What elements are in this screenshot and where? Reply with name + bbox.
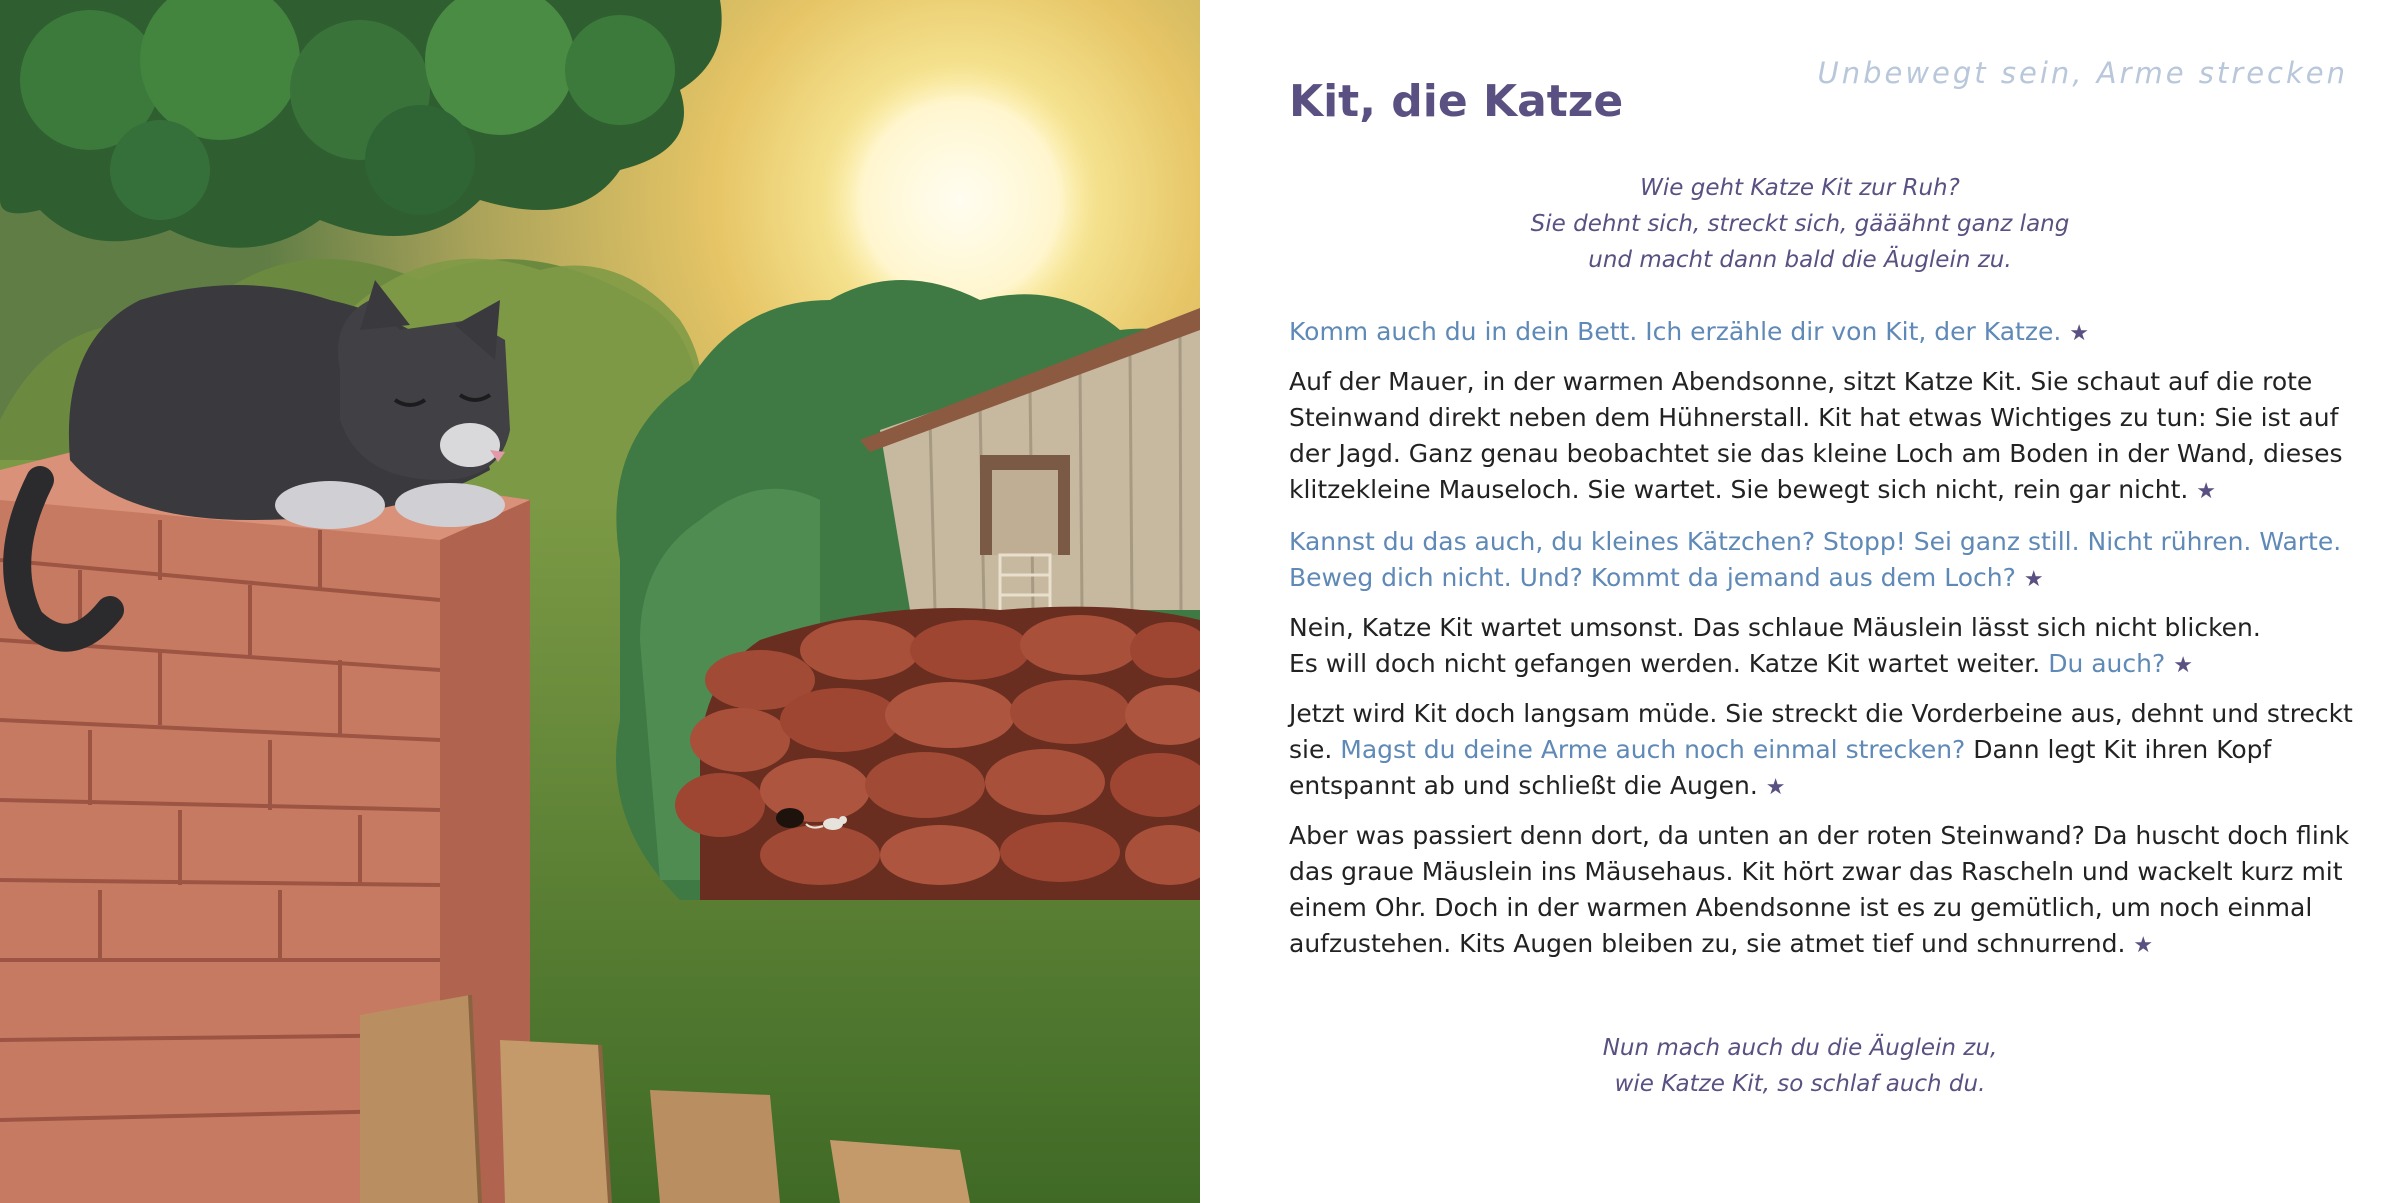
paragraph-line: das graue Mäuslein ins Mäusehaus. Kit hört zwar das Rascheln und wackelt kurz mit: [1289, 857, 2343, 886]
paragraph-line: Nein, Katze Kit wartet umsonst. Das schlaue Mäuslein lässt sich nicht blicken.: [1289, 613, 2261, 642]
closing-verse: [1200, 1030, 2400, 1102]
paragraph-line: Auf der Mauer, in der warmen Abendsonne, sitzt Katze Kit. Sie schaut auf die rote: [1289, 367, 2313, 396]
red-stone-wall: [675, 607, 1200, 900]
paragraph-line: [1289, 560, 2339, 598]
story-paragraph: [1289, 314, 2339, 352]
paragraph-line: [1289, 646, 2339, 684]
paragraph-text: aufzustehen. Kits Augen bleiben zu, sie atmet tief und schnurrend.: [1289, 929, 2126, 958]
verse-line: Sie dehnt sich, streckt sich, gääähnt ganz lang: [1530, 211, 2070, 237]
paragraph-line: Jetzt wird Kit doch langsam müde. Sie streckt die Vorderbeine aus, dehnt und streckt: [1289, 699, 2353, 728]
verse-line: Wie geht Katze Kit zur Ruh?: [1640, 175, 1960, 201]
verse-line: und macht dann bald die Äuglein zu.: [1588, 247, 2012, 273]
verse-line: Nun mach auch du die Äuglein zu,: [1602, 1035, 1998, 1061]
star-icon: ★: [2173, 653, 2193, 678]
intro-verse: [1200, 170, 2400, 278]
star-icon: ★: [2196, 479, 2217, 504]
paragraph-text: entspannt ab und schließt die Augen.: [1289, 771, 1758, 800]
highlighted-text: Du auch?: [2048, 649, 2166, 678]
paragraph-line: Kannst du das auch, du kleines Kätzchen? Stopp! Sei ganz still. Nicht rühren. Warte.: [1289, 527, 2342, 556]
story-paragraph: [1289, 818, 2350, 964]
story-paragraph: [1289, 364, 2343, 510]
text-page: [1200, 0, 2400, 1203]
paragraph-line: einem Ohr. Doch in der warmen Abendsonne ist es zu gemütlich, um noch einmal: [1289, 893, 2313, 922]
paragraph-line: [1289, 926, 2339, 964]
paragraph-text: Es will doch nicht gefangen werden. Katze Kit wartet weiter.: [1289, 649, 2041, 678]
star-icon: ★: [2133, 933, 2154, 958]
story-paragraph: [1289, 696, 2353, 806]
paragraph-line: Steinwand direkt neben dem Hühnerstall. Kit hat etwas Wichtiges zu tun: Sie ist auf: [1289, 403, 2339, 432]
page-subtitle: Unbewegt sein, Arme strecken: [1817, 56, 2348, 90]
highlighted-text: Magst du deine Arme auch noch einmal strecken?: [1340, 735, 1966, 764]
star-icon: ★: [2069, 321, 2089, 346]
story-title: Kit, die Katze: [1289, 76, 1624, 127]
paragraph-text: sie.: [1289, 735, 1333, 764]
paragraph-text: Dann legt Kit ihren Kopf: [1973, 735, 2272, 764]
paragraph-text: klitzekleine Mauseloch. Sie wartet. Sie bewegt sich nicht, rein gar nicht.: [1289, 475, 2189, 504]
story-paragraph: [1289, 610, 2339, 684]
paragraph-line: [1289, 472, 2339, 510]
star-icon: ★: [2023, 567, 2044, 592]
paragraph-line: [1289, 314, 2339, 352]
story-paragraph: [1289, 524, 2342, 598]
highlighted-text: Komm auch du in dein Bett. Ich erzähle dir von Kit, der Katze.: [1289, 317, 2062, 346]
highlighted-text: Beweg dich nicht. Und? Kommt da jemand aus dem Loch?: [1289, 563, 2016, 592]
paragraph-line: [1289, 732, 2339, 768]
paragraph-line: der Jagd. Ganz genau beobachtet sie das kleine Loch am Boden in der Wand, dieses: [1289, 439, 2343, 468]
star-icon: ★: [1765, 775, 1786, 800]
paragraph-line: Aber was passiert denn dort, da unten an der roten Steinwand? Da huscht doch flink: [1289, 821, 2350, 850]
paragraph-line: [1289, 768, 2339, 806]
verse-line: wie Katze Kit, so schlaf auch du.: [1614, 1071, 1986, 1097]
